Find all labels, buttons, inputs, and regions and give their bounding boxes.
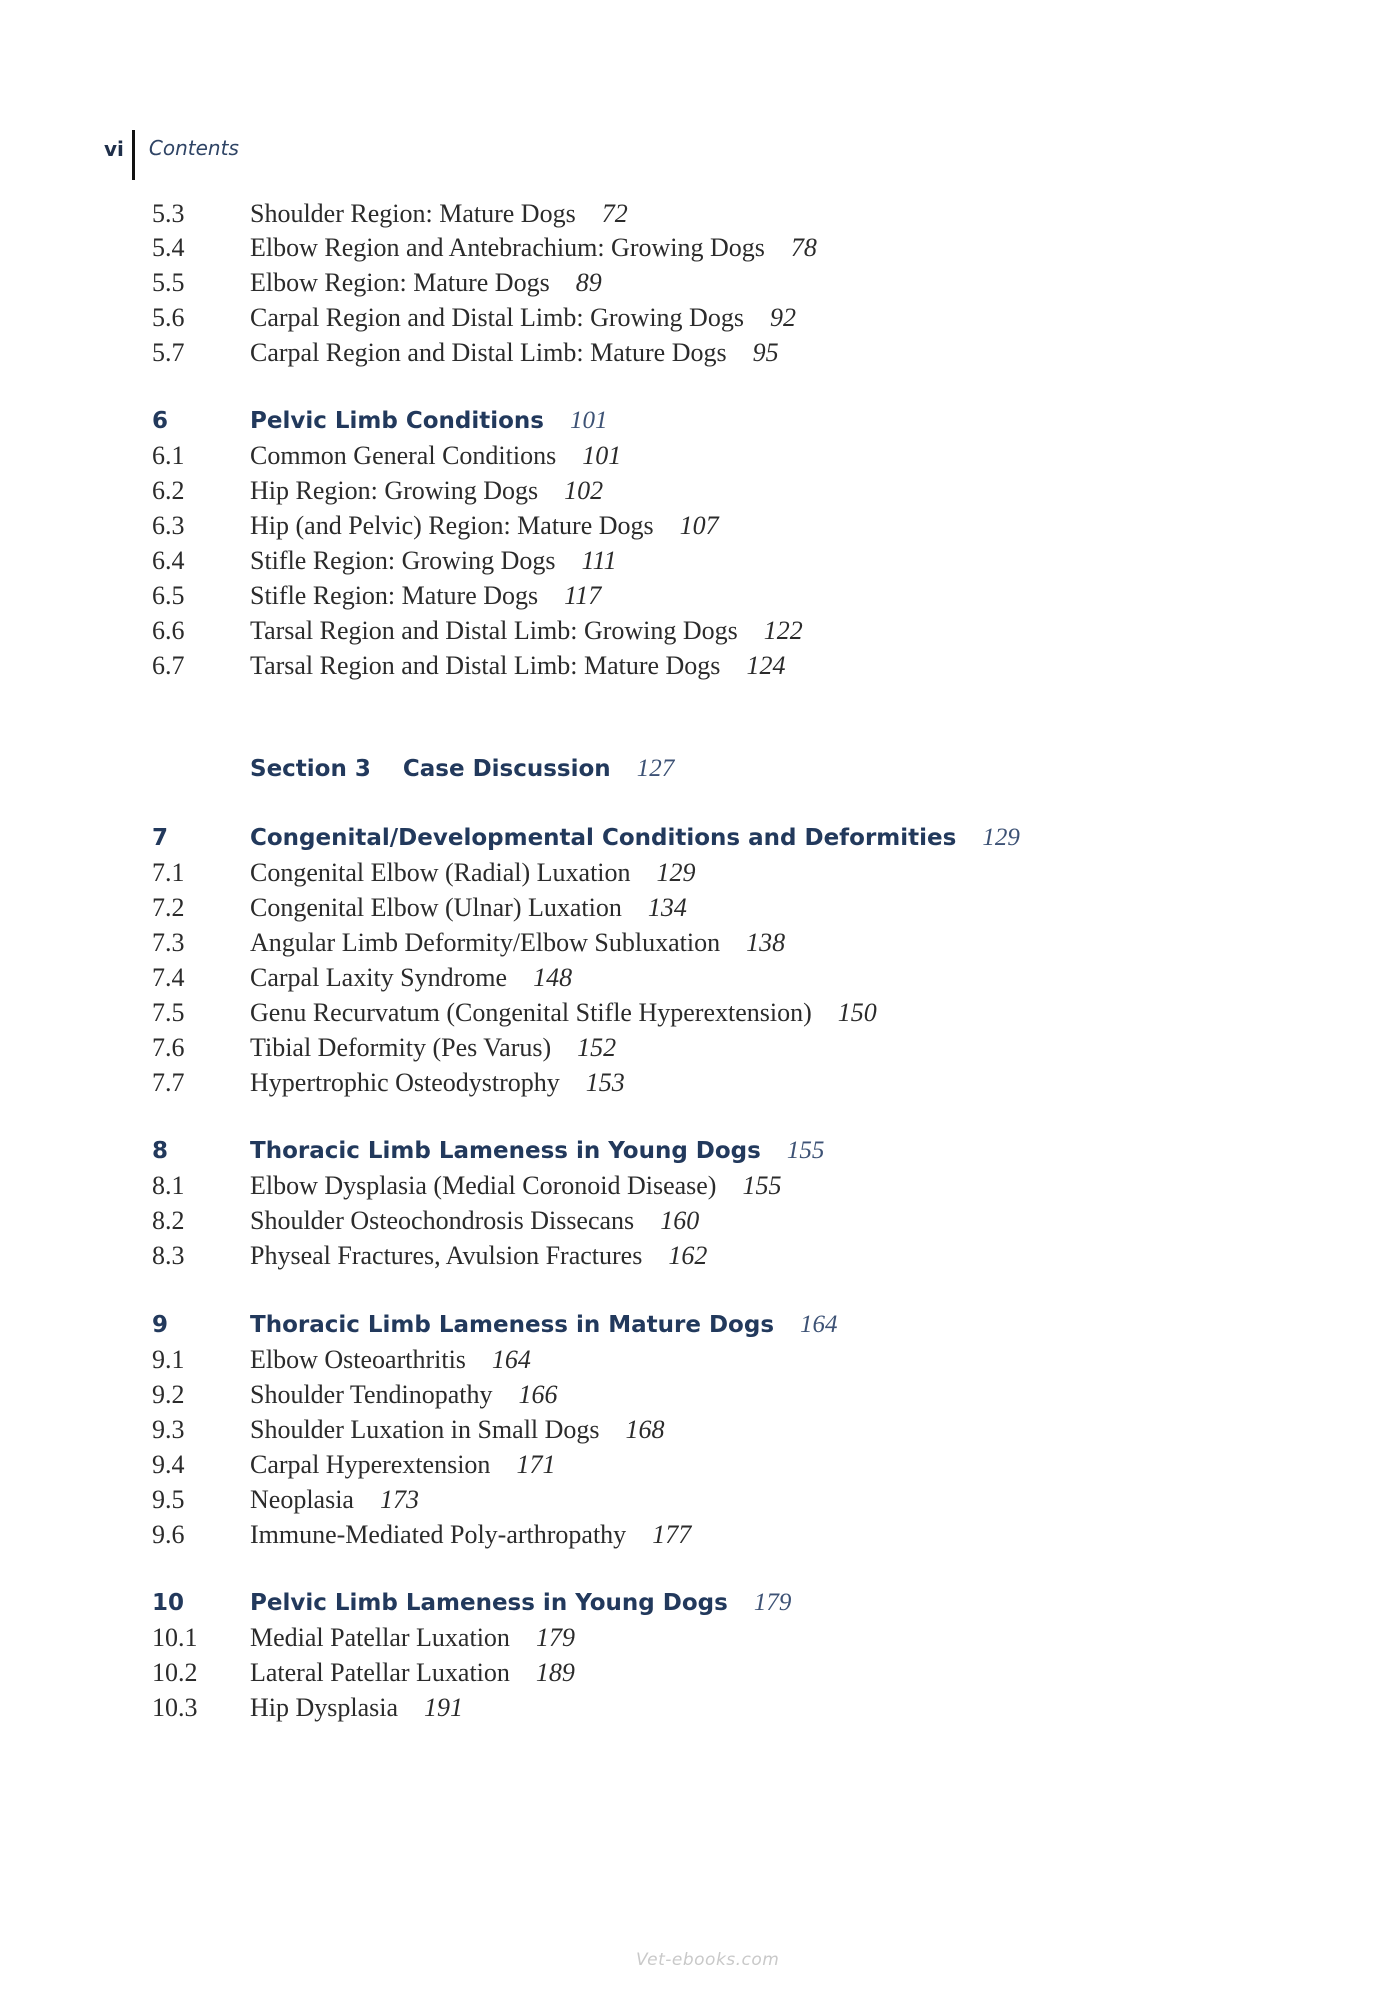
entry-number: 6.2 [152,476,185,505]
toc-title-text: Elbow Region and Antebrachium: Growing Dogs [250,233,765,262]
toc-title-text: Thoracic Limb Lameness in Mature Dogs [250,1312,775,1338]
entry-number: 9.5 [152,1485,185,1514]
toc-page-number: 92 [769,303,796,332]
toc-entry [0,1518,1400,1552]
toc-page-number: 129 [982,824,1020,851]
toc-entry [0,1483,1400,1517]
entry-title [250,474,603,508]
entry-title [250,509,719,543]
toc-title-text: Lateral Patellar Luxation [250,1658,510,1687]
entry-title [250,1518,691,1552]
toc-page-number: 152 [577,1033,617,1062]
toc-entry [0,1204,1400,1238]
entry-number: 9.6 [152,1520,185,1549]
toc-chapter-heading [0,821,1400,855]
chapter-title [250,1308,838,1342]
toc-entry [0,336,1400,370]
toc-title-text: Shoulder Osteochondrosis Dissecans [250,1206,635,1235]
toc-chapter-heading [0,1586,1400,1620]
watermark-logo: Vet-ebooks.com [636,1950,780,1970]
toc-title-text: Thoracic Limb Lameness in Young Dogs [250,1138,761,1164]
toc-entry [0,509,1400,543]
toc-page-number: 177 [652,1520,692,1549]
entry-number: 5.5 [152,268,185,297]
toc-page-number: 155 [742,1171,782,1200]
toc-title-text: Physeal Fractures, Avulsion Fractures [250,1241,643,1270]
toc-page-number: 168 [625,1415,665,1444]
chapter-number: 8 [152,1138,169,1164]
entry-title [250,1066,625,1100]
entry-number: 9.2 [152,1380,185,1409]
entry-title [250,1169,781,1203]
toc-page-number: 153 [585,1068,625,1097]
toc-page-number: 148 [533,963,573,992]
entry-title [250,1031,616,1065]
entry-number: 8.1 [152,1171,185,1200]
toc-page-number: 127 [636,755,675,782]
entry-number: 9.4 [152,1450,185,1479]
entry-title [250,1204,699,1238]
toc-entry [0,614,1400,648]
entry-number: 10.1 [152,1623,198,1652]
toc-title-text: Shoulder Luxation in Small Dogs [250,1415,600,1444]
toc-page-number: 107 [679,511,719,540]
toc-page-number: 111 [581,546,617,575]
entry-number: 9.1 [152,1345,185,1374]
toc-entry [0,266,1400,300]
toc-page-number: 179 [535,1623,575,1652]
toc-entry [0,474,1400,508]
toc-page-number: 189 [535,1658,575,1687]
running-head-title: Contents [148,136,239,160]
entry-number: 10.2 [152,1658,198,1687]
entry-number: 6.4 [152,546,185,575]
toc-page-number: 129 [656,858,696,887]
entry-number: 6.6 [152,616,185,645]
toc-title-text: Congenital Elbow (Ulnar) Luxation [250,893,622,922]
toc-title-text: Carpal Hyperextension [250,1450,491,1479]
toc-entry [0,544,1400,578]
entry-title [250,439,621,473]
toc-entry [0,1378,1400,1412]
toc-page-number: 95 [752,338,779,367]
entry-title [250,579,601,613]
toc-entry [0,1066,1400,1100]
entry-title [250,614,803,648]
toc-entry [0,1031,1400,1065]
entry-title [250,1378,558,1412]
toc-page-number: 101 [582,441,622,470]
entry-number: 9.3 [152,1415,185,1444]
toc-page-number: 78 [790,233,817,262]
toc-page-number: 179 [753,1589,792,1616]
entry-number: 6.5 [152,581,185,610]
entry-number: 7.4 [152,963,185,992]
toc-title-text: Elbow Osteoarthritis [250,1345,466,1374]
toc-page-number: 171 [516,1450,556,1479]
toc-title-text: Pelvic Limb Lameness in Young Dogs [250,1590,728,1616]
entry-title [250,1656,575,1690]
entry-title [250,649,785,683]
running-head-rule [132,130,135,180]
toc-entry [0,1448,1400,1482]
entry-title [250,231,817,265]
running-head [104,130,239,180]
toc-page-number: 164 [491,1345,531,1374]
entry-title [250,1448,555,1482]
toc-entry [0,649,1400,683]
page-number: vi [104,137,124,161]
toc-page-number: 150 [837,998,877,1027]
entry-title [250,1239,707,1273]
entry-number: 7.7 [152,1068,185,1097]
entry-title [250,1691,463,1725]
toc-title-text: Stifle Region: Mature Dogs [250,581,539,610]
toc-entry [0,1691,1400,1725]
toc-title-text: Congenital Elbow (Radial) Luxation [250,858,631,887]
toc-entry [0,961,1400,995]
entry-number: 8.3 [152,1241,185,1270]
toc-chapter-heading [0,404,1400,438]
section-label: Section 3 [250,756,371,782]
toc-section-heading [0,751,1400,785]
chapter-title [250,404,607,438]
entry-number: 7.1 [152,858,185,887]
toc-page-number: 124 [746,651,786,680]
toc-title-text: Elbow Dysplasia (Medial Coronoid Disease) [250,1171,717,1200]
entry-number: 6.7 [152,651,185,680]
entry-title [250,301,796,335]
toc-page-number: 166 [518,1380,558,1409]
toc-title-text: Common General Conditions [250,441,557,470]
toc-entry [0,579,1400,613]
toc-entry [0,1343,1400,1377]
toc-page-number: 101 [569,407,608,434]
toc-page-number: 117 [564,581,602,610]
toc-page-number: 191 [424,1693,464,1722]
toc-entry [0,1239,1400,1273]
entry-title [250,1413,665,1447]
entry-number: 5.6 [152,303,185,332]
toc-page-number: 164 [800,1311,838,1338]
toc-title-text: Neoplasia [250,1485,354,1514]
toc-title-text: Shoulder Tendinopathy [250,1380,493,1409]
toc-page-number: 134 [647,893,687,922]
toc-page-number: 155 [786,1137,825,1164]
toc-chapter-heading [0,1308,1400,1342]
toc-page-number: 162 [668,1241,708,1270]
chapter-title [250,1586,791,1620]
entry-title [250,197,628,231]
toc-title-text: Hip (and Pelvic) Region: Mature Dogs [250,511,654,540]
entry-number: 8.2 [152,1206,185,1235]
chapter-number: 7 [152,825,169,851]
chapter-number: 9 [152,1312,169,1338]
toc-title-text: Elbow Region: Mature Dogs [250,268,550,297]
toc-title-text: Tarsal Region and Distal Limb: Growing Dogs [250,616,738,645]
toc-title-text: Hip Region: Growing Dogs [250,476,539,505]
entry-number: 5.4 [152,233,185,262]
toc-entry [0,891,1400,925]
toc-title-text: Pelvic Limb Conditions [250,408,544,434]
toc-title-text: Angular Limb Deformity/Elbow Subluxation [250,928,721,957]
toc-title-text: Shoulder Region: Mature Dogs [250,199,576,228]
entry-number: 5.3 [152,199,185,228]
section-title: Case Discussion [402,756,611,782]
entry-title [250,926,785,960]
entry-title [250,856,696,890]
toc-entry [0,856,1400,890]
chapter-number: 10 [152,1590,185,1616]
toc-chapter-heading [0,1134,1400,1168]
toc-entry [0,1169,1400,1203]
toc-page-number: 89 [575,268,602,297]
toc-title-text: Carpal Region and Distal Limb: Growing Dogs [250,303,744,332]
toc-title-text: Tibial Deformity (Pes Varus) [250,1033,552,1062]
entry-title [250,961,572,995]
entry-number: 5.7 [152,338,185,367]
entry-title [250,1621,575,1655]
entry-title [250,891,687,925]
toc-entry [0,439,1400,473]
entry-number: 10.3 [152,1693,198,1722]
toc-title-text: Stifle Region: Growing Dogs [250,546,556,575]
toc-page-number: 102 [564,476,604,505]
entry-title [250,544,617,578]
toc-title-text: Genu Recurvatum (Congenital Stifle Hyperextension) [250,998,812,1027]
toc-page-number: 138 [746,928,786,957]
toc-title-text: Carpal Region and Distal Limb: Mature Dogs [250,338,727,367]
entry-title [250,996,877,1030]
toc-entry [0,996,1400,1030]
entry-number: 7.5 [152,998,185,1027]
entry-title [250,266,602,300]
entry-number: 7.6 [152,1033,185,1062]
toc-title-text: Carpal Laxity Syndrome [250,963,508,992]
entry-title [250,1343,531,1377]
toc-page-number: 173 [379,1485,419,1514]
toc-entry [0,1413,1400,1447]
toc-section-title [250,751,674,786]
chapter-title [250,821,1020,855]
toc-title-text: Tarsal Region and Distal Limb: Mature Dogs [250,651,721,680]
entry-number: 6.3 [152,511,185,540]
chapter-number: 6 [152,408,169,434]
toc-page-number: 72 [601,199,628,228]
toc-entry [0,926,1400,960]
toc-entry [0,231,1400,265]
chapter-title [250,1134,824,1168]
entry-title [250,336,779,370]
toc-entry [0,301,1400,335]
toc-title-text: Hypertrophic Osteodystrophy [250,1068,560,1097]
entry-title [250,1483,419,1517]
toc-entry [0,1656,1400,1690]
toc-title-text: Medial Patellar Luxation [250,1623,510,1652]
entry-number: 7.3 [152,928,185,957]
entry-number: 6.1 [152,441,185,470]
entry-number: 7.2 [152,893,185,922]
toc-title-text: Immune-Mediated Poly-arthropathy [250,1520,627,1549]
toc-title-text: Hip Dysplasia [250,1693,399,1722]
toc-entry [0,197,1400,231]
toc-title-text: Congenital/Developmental Conditions and Deformities [250,825,957,851]
toc-entry [0,1621,1400,1655]
toc-page-number: 122 [763,616,803,645]
toc-page-number: 160 [660,1206,700,1235]
